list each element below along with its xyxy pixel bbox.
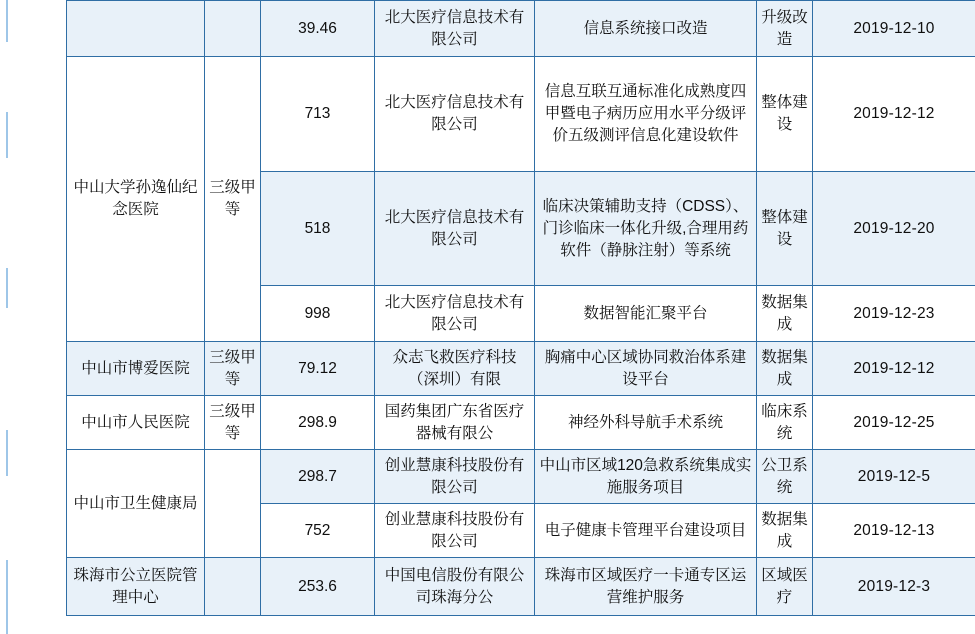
cell-date: 2019-12-12: [813, 342, 975, 396]
cell-amount: 253.6: [261, 558, 375, 616]
cell-type: 整体建设: [757, 172, 813, 286]
cell-vendor: 众志飞救医疗科技（深圳）有限: [375, 342, 535, 396]
cell-date: 2019-12-20: [813, 172, 975, 286]
cell-type: 临床系统: [757, 396, 813, 450]
page-left-margin: [0, 0, 66, 634]
bid-records-table: [66, 0, 975, 616]
margin-tick: [6, 112, 8, 158]
cell-hospital: 中山市人民医院: [67, 396, 205, 450]
cell-amount: 752: [261, 504, 375, 558]
cell-vendor: 北大医疗信息技术有限公司: [375, 57, 535, 172]
table-row: [67, 57, 975, 172]
cell-type: 升级改造: [757, 1, 813, 57]
cell-vendor: 北大医疗信息技术有限公司: [375, 286, 535, 342]
cell-amount: 39.46: [261, 1, 375, 57]
cell-amount: 518: [261, 172, 375, 286]
table-row: [67, 396, 975, 450]
margin-tick: [6, 430, 8, 476]
cell-level: [205, 1, 261, 57]
table-row: [67, 1, 975, 57]
table-row: [67, 450, 975, 504]
cell-hospital: 中山市博爱医院: [67, 342, 205, 396]
cell-vendor: 北大医疗信息技术有限公司: [375, 1, 535, 57]
cell-level: [205, 450, 261, 558]
margin-tick: [6, 560, 8, 634]
margin-tick: [6, 268, 8, 308]
cell-project: 胸痛中心区域协同救治体系建设平台: [535, 342, 757, 396]
cell-vendor: 国药集团广东省医疗器械有限公: [375, 396, 535, 450]
cell-project: 电子健康卡管理平台建设项目: [535, 504, 757, 558]
cell-level: 三级甲等: [205, 57, 261, 342]
cell-level: [205, 558, 261, 616]
cell-level: 三级甲等: [205, 396, 261, 450]
table-row: [67, 342, 975, 396]
cell-hospital: [67, 1, 205, 57]
cell-project: 神经外科导航手术系统: [535, 396, 757, 450]
cell-date: 2019-12-5: [813, 450, 975, 504]
cell-type: 公卫系统: [757, 450, 813, 504]
cell-amount: 298.9: [261, 396, 375, 450]
cell-project: 信息系统接口改造: [535, 1, 757, 57]
cell-amount: 713: [261, 57, 375, 172]
cell-vendor: 中国电信股份有限公司珠海分公: [375, 558, 535, 616]
cell-type: 数据集成: [757, 342, 813, 396]
cell-vendor: 北大医疗信息技术有限公司: [375, 172, 535, 286]
cell-date: 2019-12-10: [813, 1, 975, 57]
cell-vendor: 创业慧康科技股份有限公司: [375, 504, 535, 558]
cell-type: 整体建设: [757, 57, 813, 172]
cell-date: 2019-12-23: [813, 286, 975, 342]
margin-tick: [6, 0, 8, 42]
cell-date: 2019-12-13: [813, 504, 975, 558]
cell-hospital: 中山大学孙逸仙纪念医院: [67, 57, 205, 342]
cell-date: 2019-12-12: [813, 57, 975, 172]
cell-date: 2019-12-3: [813, 558, 975, 616]
cell-hospital: 珠海市公立医院管理中心: [67, 558, 205, 616]
cell-type: 区域医疗: [757, 558, 813, 616]
cell-date: 2019-12-25: [813, 396, 975, 450]
cell-vendor: 创业慧康科技股份有限公司: [375, 450, 535, 504]
cell-level: 三级甲等: [205, 342, 261, 396]
cell-project: 珠海市区域医疗一卡通专区运营维护服务: [535, 558, 757, 616]
cell-amount: 998: [261, 286, 375, 342]
cell-project: 中山市区域120急救系统集成实施服务项目: [535, 450, 757, 504]
cell-project: 信息互联互通标准化成熟度四甲暨电子病历应用水平分级评价五级测评信息化建设软件: [535, 57, 757, 172]
cell-amount: 298.7: [261, 450, 375, 504]
cell-project: 数据智能汇聚平台: [535, 286, 757, 342]
cell-amount: 79.12: [261, 342, 375, 396]
cell-hospital: 中山市卫生健康局: [67, 450, 205, 558]
cell-project: 临床决策辅助支持（CDSS）、门诊临床一体化升级,合理用药软件（静脉注射）等系统: [535, 172, 757, 286]
table-row: [67, 558, 975, 616]
cell-type: 数据集成: [757, 286, 813, 342]
cell-type: 数据集成: [757, 504, 813, 558]
